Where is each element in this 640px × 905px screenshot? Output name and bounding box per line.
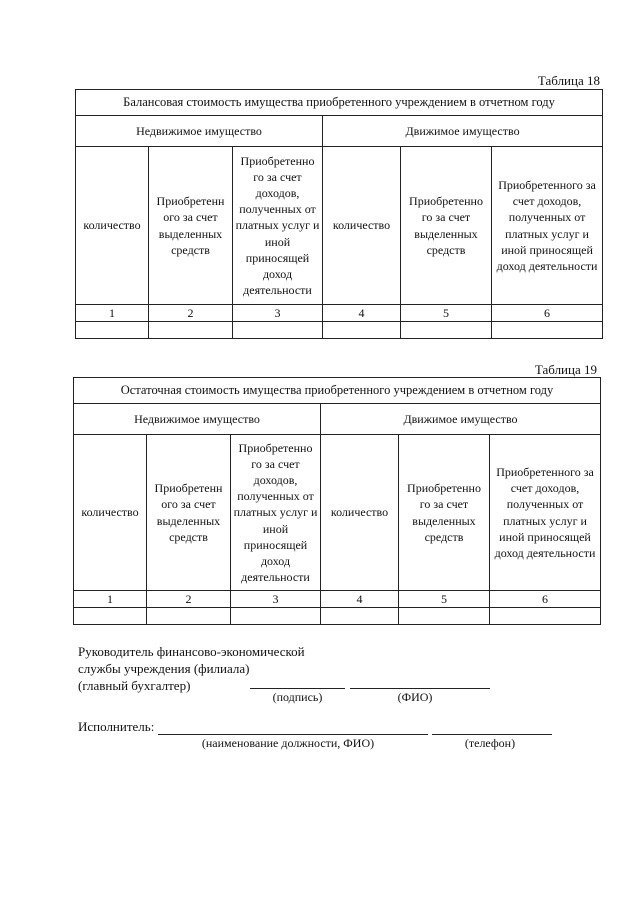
table-18-data-cell[interactable] <box>492 322 603 339</box>
executor-phone-line[interactable] <box>432 734 552 735</box>
executor-label: Исполнитель: <box>78 719 155 734</box>
table-19-data-cell[interactable] <box>399 608 490 625</box>
table-19-header-cell: Приобретенно го за счет выделенных средств <box>399 435 490 591</box>
table-18-column-number: 3 <box>233 305 323 322</box>
signature-label: (подпись) <box>272 690 323 704</box>
table-19-column-number: 6 <box>490 591 601 608</box>
table-19-header-cell: Приобретенно го за счет доходов, полученных от платных услуг и иной приносящей доход деятельности <box>231 435 321 591</box>
table-19-data-row <box>74 608 601 625</box>
signature-head-line-2: службы учреждения (филиала) <box>78 661 250 676</box>
table-19-title: Остаточная стоимость имущества приобретенного учреждением в отчетном году <box>74 378 601 404</box>
table-19-data-cell[interactable] <box>321 608 399 625</box>
table-19-header-cell: Приобретенн ого за счет выделенных средств <box>147 435 231 591</box>
table-19-column-number: 2 <box>147 591 231 608</box>
table-19-column-number: 5 <box>399 591 490 608</box>
table-18-data-cell[interactable] <box>323 322 401 339</box>
table-19-header-cell: количество <box>74 435 147 591</box>
table-18-column-number: 4 <box>323 305 401 322</box>
table-19-data-cell[interactable] <box>147 608 231 625</box>
table-18 <box>75 89 603 339</box>
table-19-column-number: 4 <box>321 591 399 608</box>
table-18-column-number: 6 <box>492 305 603 322</box>
table-18-header-cell: количество <box>323 147 401 305</box>
table-18-column-number: 1 <box>76 305 149 322</box>
table-18-header-cell: Приобретенного за счет доходов, полученных от платных услуг и иной приносящей доход деятельности <box>492 147 603 305</box>
table-18-group-movable: Движимое имущество <box>323 116 603 147</box>
fio-label: (ФИО) <box>397 690 433 704</box>
table-18-caption: Таблица 18 <box>537 73 600 88</box>
table-18-column-number: 5 <box>401 305 492 322</box>
table-19-data-cell[interactable] <box>490 608 601 625</box>
fio-line[interactable] <box>350 688 490 689</box>
table-19-header-cell: Приобретенного за счет доходов, полученных от платных услуг и иной приносящей доход деятельности <box>490 435 601 591</box>
executor-position-fio-label: (наименование должности, ФИО) <box>201 736 375 750</box>
table-18-header-cell: Приобретенно го за счет доходов, полученных от платных услуг и иной приносящей доход деятельности <box>233 147 323 305</box>
table-18-column-number: 2 <box>149 305 233 322</box>
table-18-data-row <box>76 322 603 339</box>
table-19-caption: Таблица 19 <box>534 362 597 377</box>
executor-position-fio-line[interactable] <box>158 734 428 735</box>
executor-phone-label: (телефон) <box>464 736 516 750</box>
table-18-header-cell: количество <box>76 147 149 305</box>
table-19-column-number: 3 <box>231 591 321 608</box>
table-19-group-movable: Движимое имущество <box>321 404 601 435</box>
table-18-data-cell[interactable] <box>76 322 149 339</box>
table-18-title: Балансовая стоимость имущества приобретенного учреждением в отчетном году <box>76 90 603 116</box>
table-19-group-immovable: Недвижимое имущество <box>74 404 321 435</box>
table-19-data-cell[interactable] <box>74 608 147 625</box>
table-18-group-immovable: Недвижимое имущество <box>76 116 323 147</box>
table-18-header-cell: Приобретенно го за счет выделенных средств <box>401 147 492 305</box>
signature-head-title <box>78 643 305 694</box>
table-19-data-cell[interactable] <box>231 608 321 625</box>
table-18-data-cell[interactable] <box>149 322 233 339</box>
table-19 <box>73 377 601 625</box>
signature-line[interactable] <box>250 688 345 689</box>
table-18-data-cell[interactable] <box>401 322 492 339</box>
signature-head-line-1: Руководитель финансово-экономической <box>78 644 305 659</box>
table-18-header-cell: Приобретенн ого за счет выделенных средств <box>149 147 233 305</box>
table-19-header-cell: количество <box>321 435 399 591</box>
table-18-data-cell[interactable] <box>233 322 323 339</box>
signature-head-line-3: (главный бухгалтер) <box>78 678 191 693</box>
table-19-column-number: 1 <box>74 591 147 608</box>
